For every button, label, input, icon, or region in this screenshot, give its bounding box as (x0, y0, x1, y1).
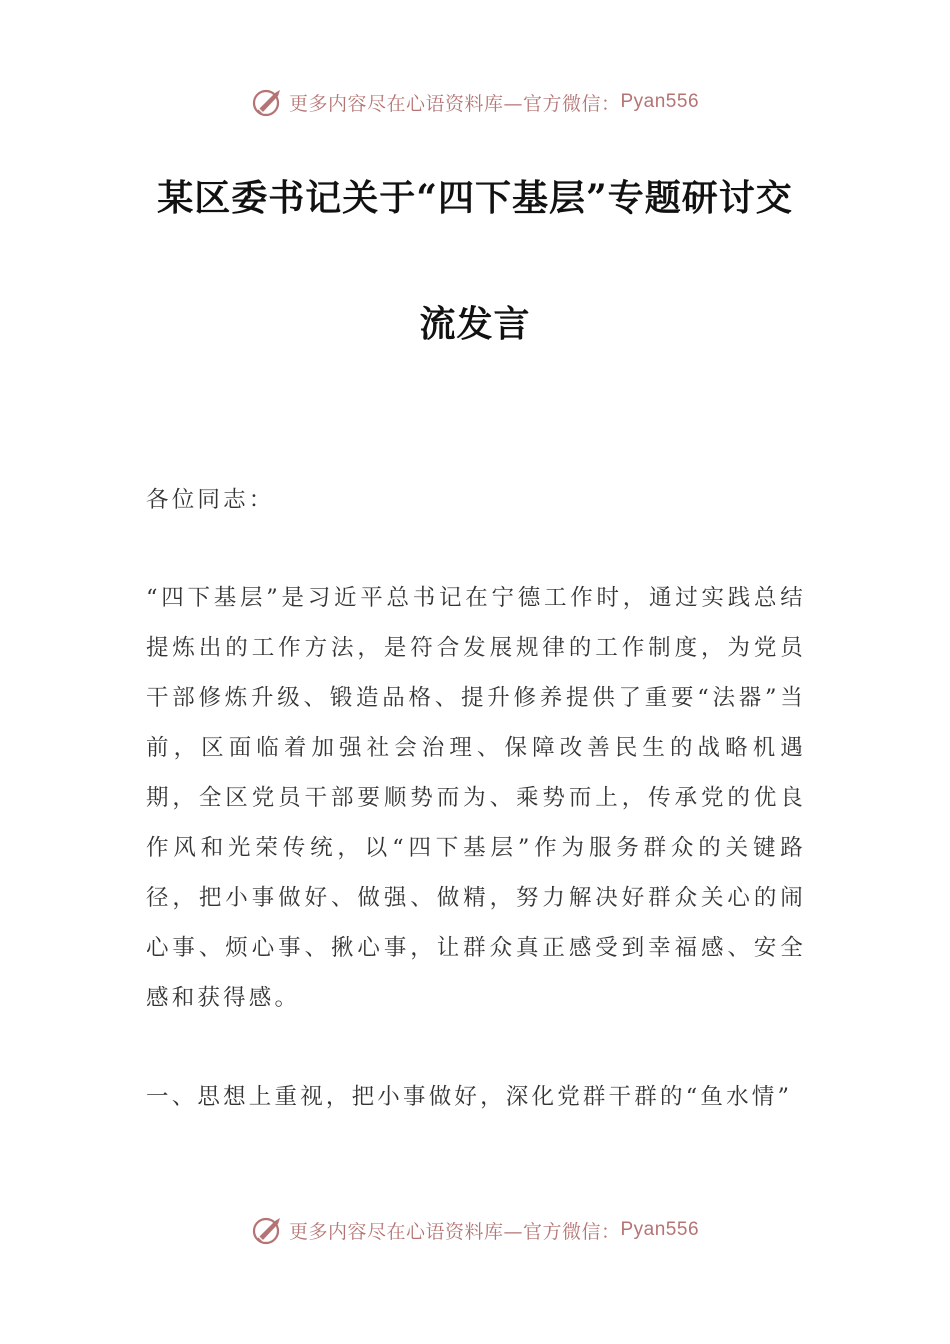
section-heading: 一、思想上重视，把小事做好，深化党群干群的“鱼水情” (146, 1084, 793, 1110)
header-watermark (0, 82, 950, 122)
footer-watermark (0, 1210, 950, 1250)
watermark-wechat-id: Pyan556 (620, 91, 700, 112)
greeting: 各位同志： (146, 487, 275, 513)
watermark-text: 更多内容尽在心语资料库—官方微信： (288, 1220, 621, 1243)
document-title-line-1: 某区委书记关于“四下基层”专题研讨交 (157, 177, 793, 219)
document-title-line-2: 流发言 (419, 303, 531, 345)
body-paragraph: “四下基层”是习近平总书记在宁德工作时，通过实践总结提炼出的工作方法，是符合发展规律的工作制度，为党员干部修炼升级、锻造品格、提升修养提供了重要“法器”当前，区面临着加强社会治理、保障改善民生的战略机遇期，全区党员干部要顺势而为、乘势而上，传承党的优良作风和光荣传统，以“四下基层”作为服务群众的关键路径，把小事做好、做强、做精，努力解决好群众关心的闹心事、烦心事、揪心事，让群众真正感受到幸福感、安全感和获得感。 (146, 585, 806, 1011)
pen-logo-icon (251, 1213, 285, 1247)
watermark-wechat-id: Pyan556 (620, 1219, 700, 1240)
watermark-text: 更多内容尽在心语资料库—官方微信： (288, 92, 621, 115)
pen-logo-icon (251, 85, 285, 119)
